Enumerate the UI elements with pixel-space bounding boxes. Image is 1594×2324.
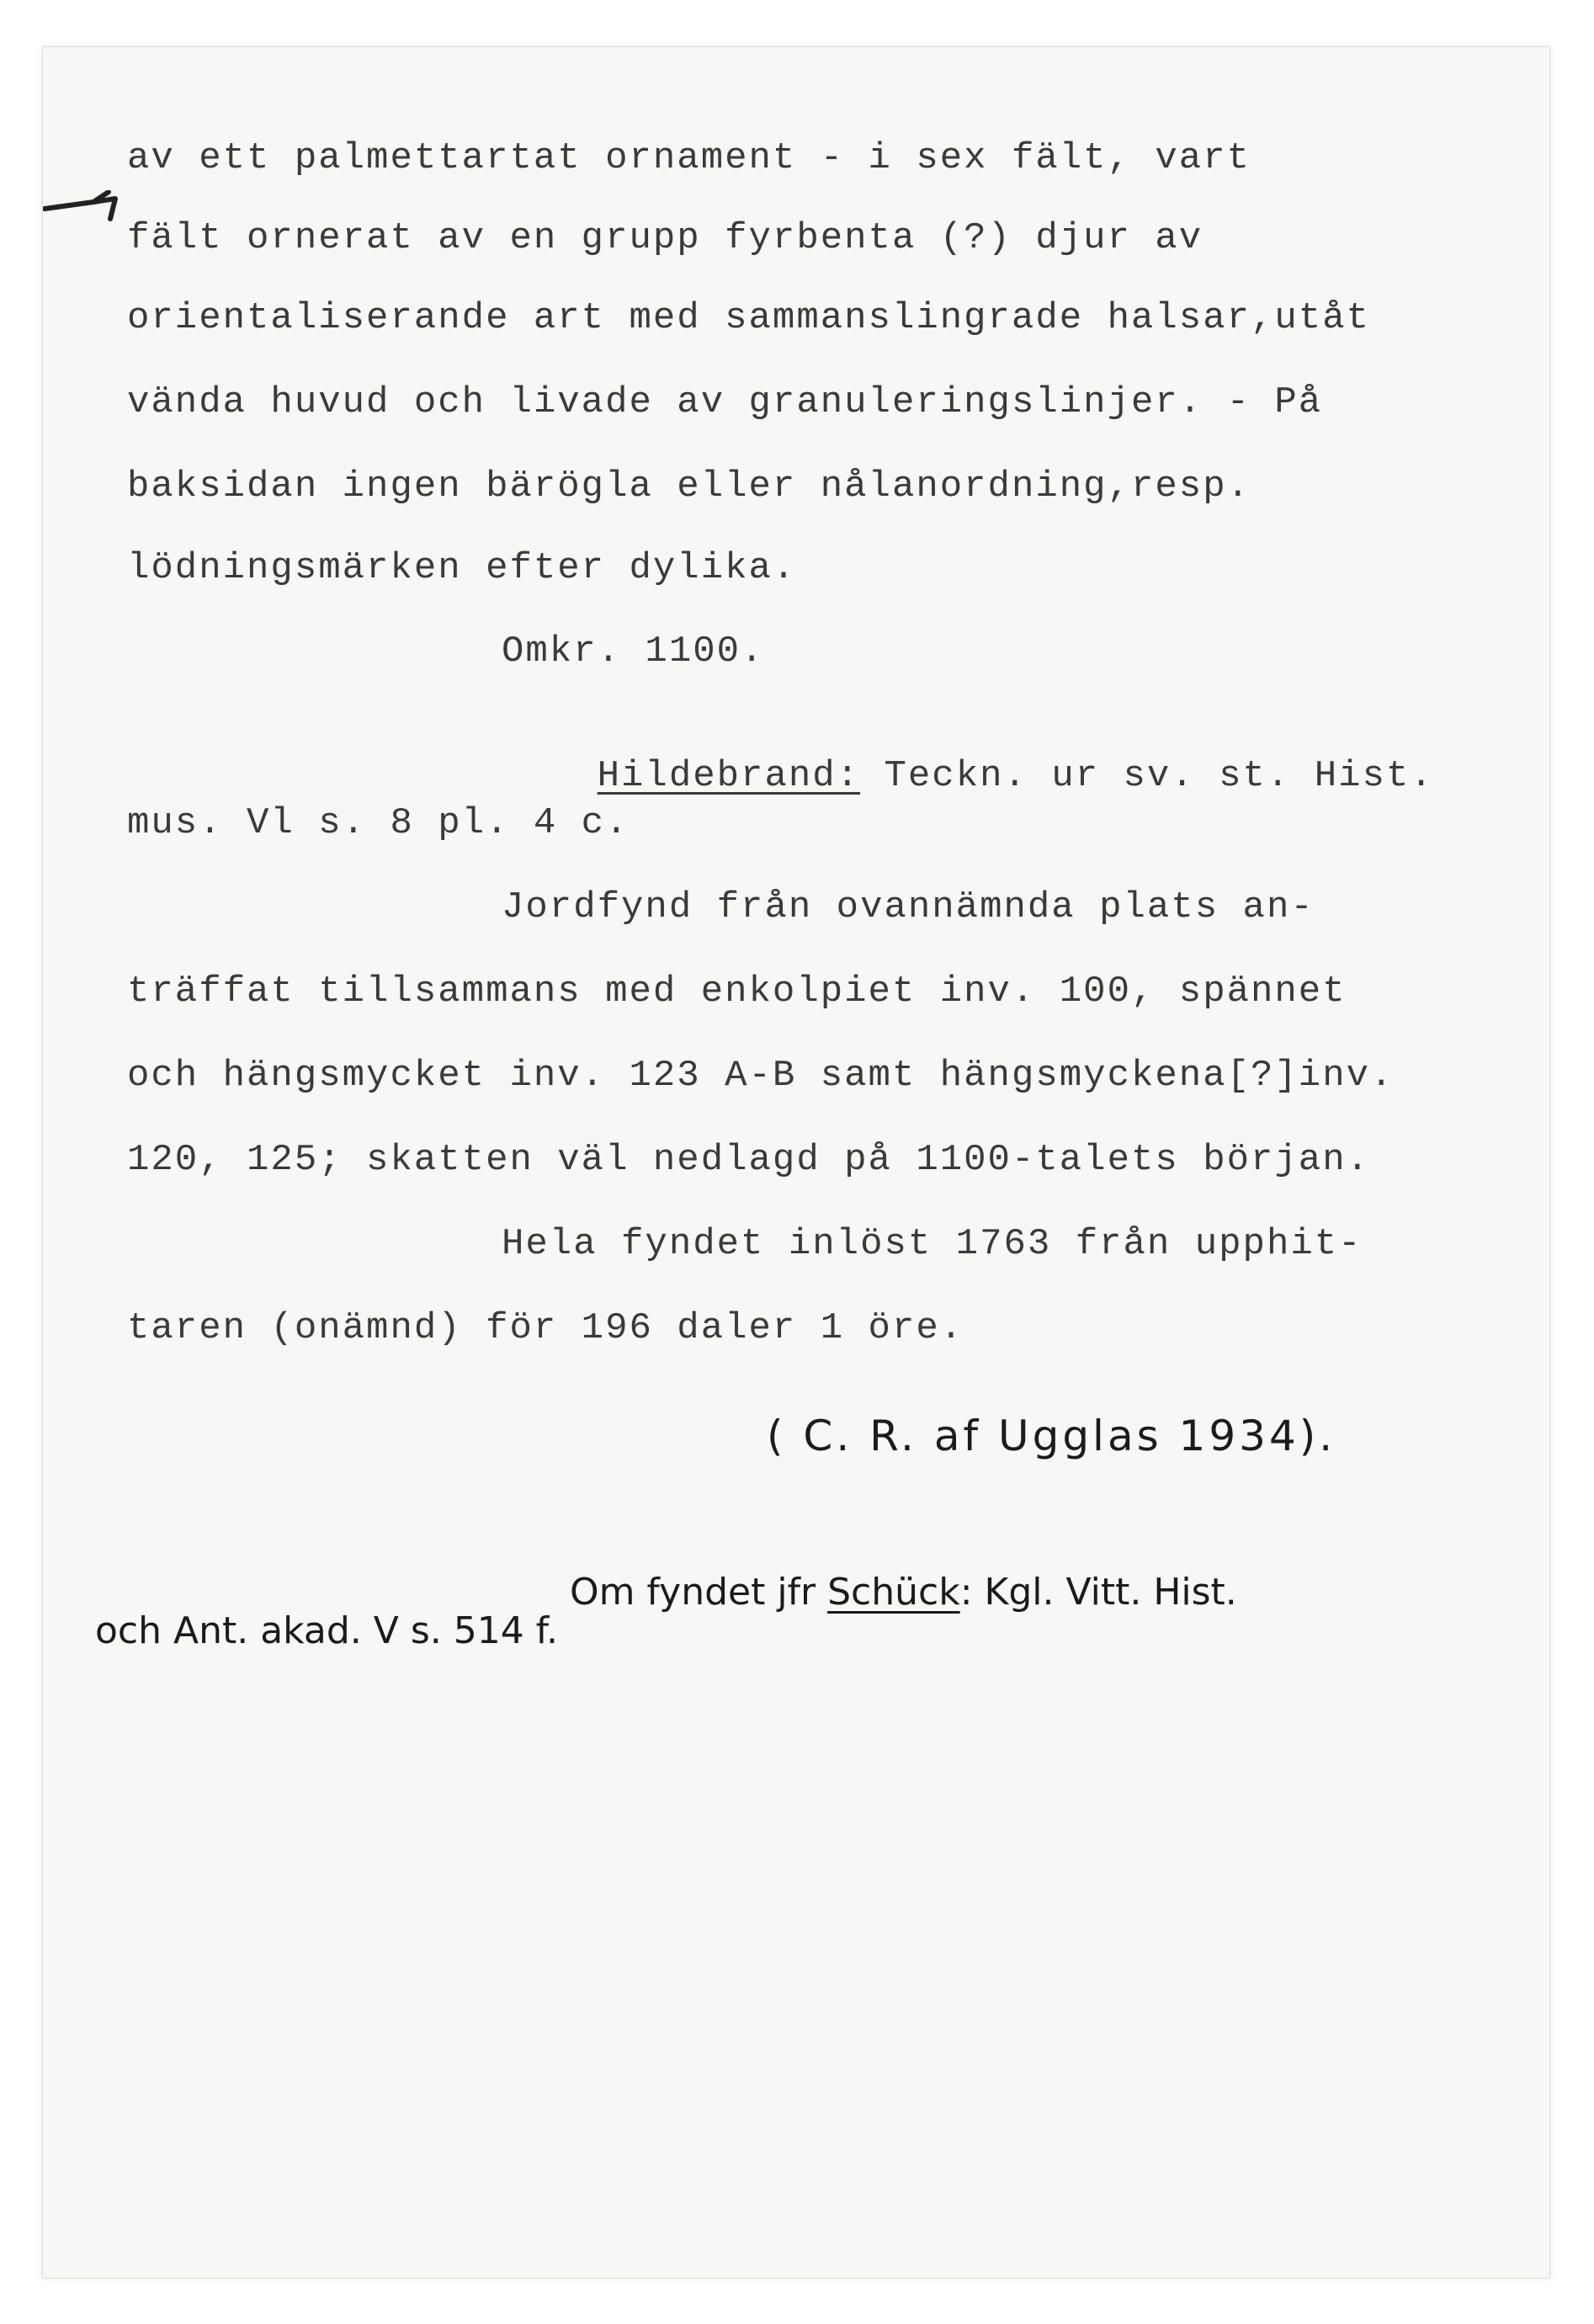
typed-line-5: baksidan ingen bärögla eller nålanordning,resp. [127, 465, 1251, 508]
hildebrand-author: Hildebrand: [597, 755, 861, 797]
margin-pen-mark [43, 190, 124, 224]
handwritten-reference-line-1 [523, 1537, 1237, 1648]
typed-line-2: fält ornerat av en grupp fyrbenta (?) djur av [127, 217, 1203, 259]
hildebrand-reference-line [502, 721, 1434, 832]
typed-line-11: träffat tillsammans med enkolpiet inv. 100, spännet [127, 971, 1347, 1013]
reference-author: Schück [827, 1571, 960, 1614]
document-page [42, 46, 1550, 2279]
reference-suffix: : Kgl. Vitt. Hist. [959, 1571, 1237, 1614]
typed-line-14: Hela fyndet inlöst 1763 från upphit- [502, 1223, 1363, 1265]
typed-line-3: orientaliserande art med sammanslingrade halsar,utåt [127, 297, 1371, 339]
typed-line-4: vända huvud och livade av granuleringslinjer. - På [127, 381, 1323, 423]
typed-line-12: och hängsmycket inv. 123 A-B samt hängsmyckena[?]inv. [127, 1055, 1395, 1097]
typed-line-13: 120, 125; skatten väl nedlagd på 1100-talets början. [127, 1139, 1371, 1181]
dating-line: Omkr. 1100. [502, 630, 765, 673]
typed-line-1: av ett palmettartat ornament - i sex fält, vart [127, 137, 1251, 179]
typed-line-15: taren (onämnd) för 196 daler 1 öre. [127, 1307, 964, 1349]
handwritten-reference-line-2: och Ant. akad. V s. 514 f. [95, 1609, 558, 1652]
typed-line-9: mus. Vl s. 8 pl. 4 c. [127, 802, 630, 844]
typed-line-10: Jordfynd från ovannämnda plats an- [502, 886, 1315, 928]
reference-prefix: Om fyndet jfr [569, 1571, 828, 1614]
typed-line-6: lödningsmärken efter dylika. [127, 547, 797, 589]
hildebrand-work: Teckn. ur sv. st. Hist. [884, 755, 1434, 797]
handwritten-signature: ( C. R. af Ugglas 1934). [767, 1412, 1336, 1460]
